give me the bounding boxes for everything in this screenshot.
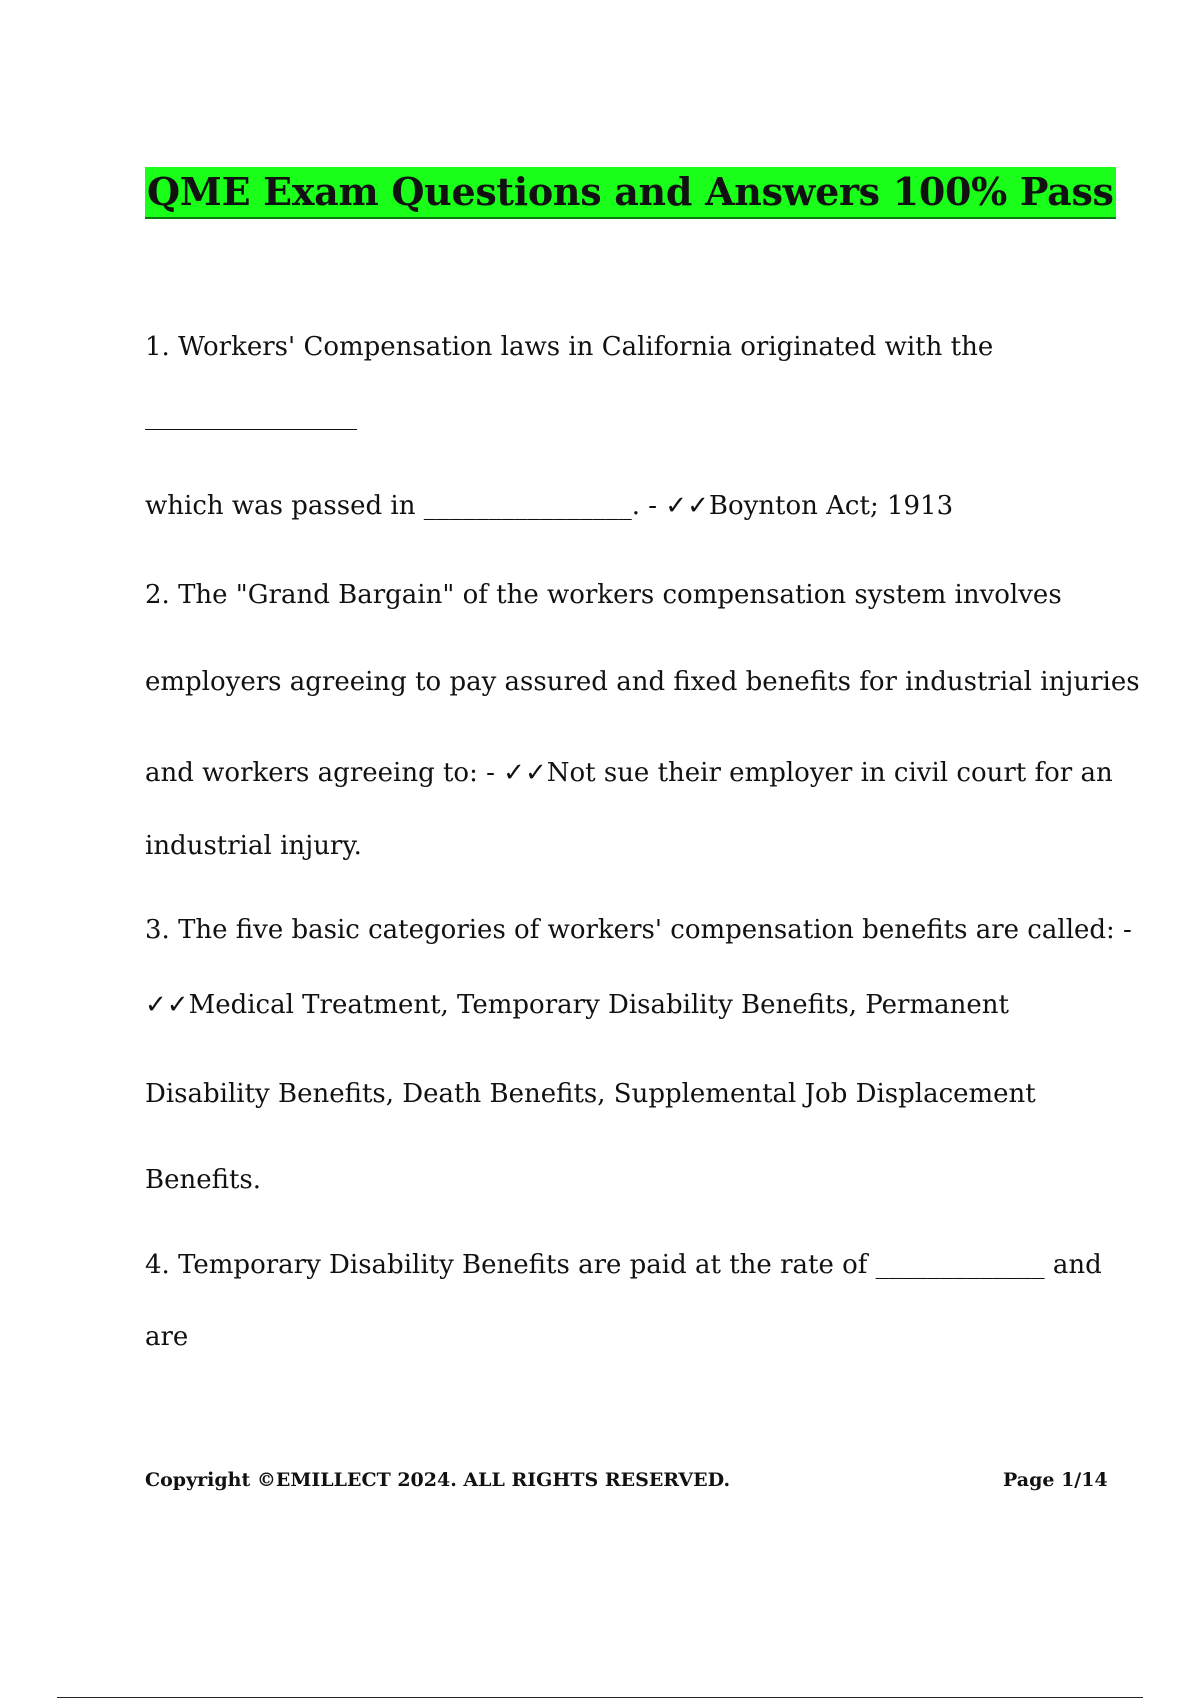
question-1-line-2: which was passed in ________________. - ✓✓Boynton Act; 1913 [145, 491, 954, 521]
question-4-line-2: are [145, 1322, 189, 1352]
question-2-line-4: industrial injury. [145, 831, 362, 861]
question-3-line-4: Benefits. [145, 1165, 262, 1195]
question-3-line-1: 3. The five basic categories of workers' compensation benefits are called: - [145, 915, 1132, 945]
question-2-line-1: 2. The "Grand Bargain" of the workers compensation system involves [145, 580, 1062, 610]
question-3-line-2: ✓✓Medical Treatment, Temporary Disability Benefits, Permanent [145, 990, 1009, 1020]
page-bottom-divider [57, 1697, 1143, 1698]
question-2-line-2: employers agreeing to pay assured and fixed benefits for industrial injuries [145, 667, 1140, 697]
footer-page-number: Page 1/14 [1003, 1469, 1108, 1491]
question-3-line-3: Disability Benefits, Death Benefits, Supplemental Job Displacement [145, 1079, 1036, 1109]
document-title: QME Exam Questions and Answers 100% Pass [145, 167, 1116, 219]
question-2-line-3: and workers agreeing to: - ✓✓Not sue their employer in civil court for an [145, 758, 1113, 788]
question-4-line-1: 4. Temporary Disability Benefits are paid at the rate of _____________ and [145, 1250, 1102, 1280]
footer-copyright: Copyright ©EMILLECT 2024. ALL RIGHTS RESERVED. [145, 1469, 731, 1491]
question-1-line-1: 1. Workers' Compensation laws in California originated with the [145, 332, 994, 362]
question-1-blank [145, 429, 357, 430]
